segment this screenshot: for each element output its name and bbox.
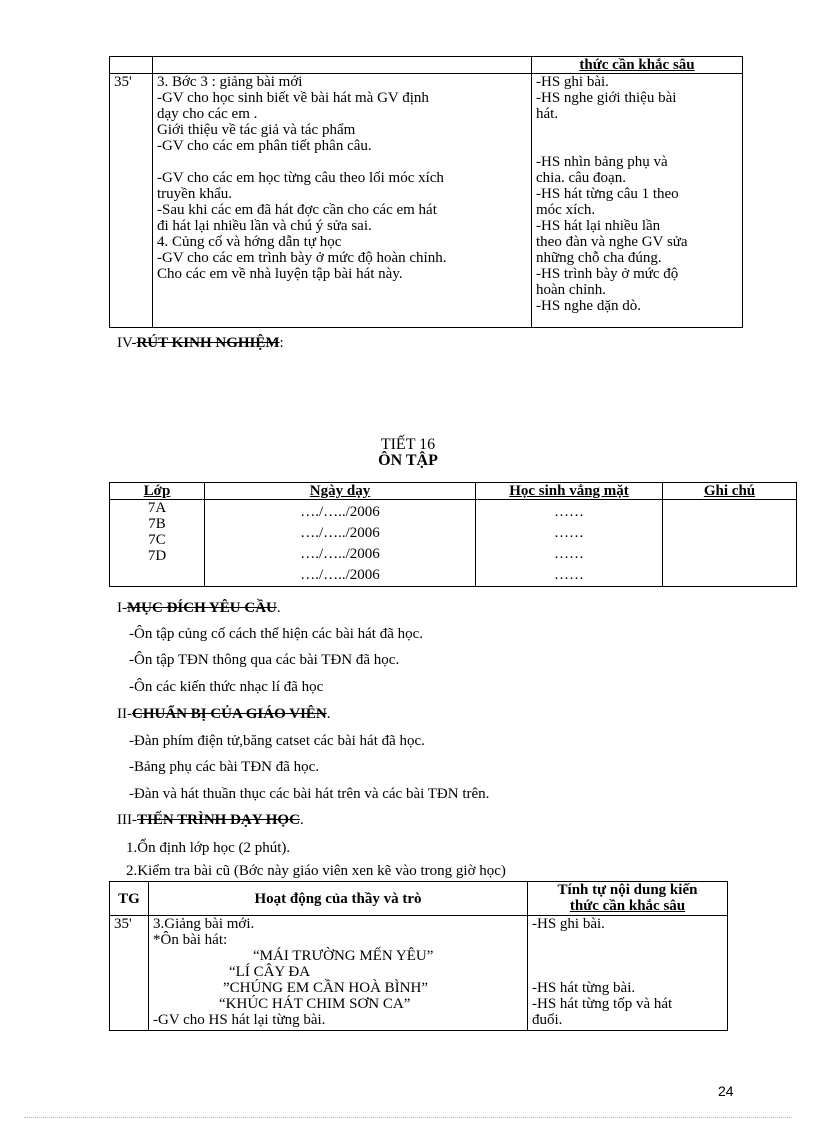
absent-list: …… …… …… …… bbox=[476, 500, 663, 587]
lesson-title: ÔN TẬP bbox=[378, 452, 438, 469]
col-tg: TG bbox=[110, 882, 149, 916]
section-i-heading: I-MỤC ĐÍCH YÊU CẦU. bbox=[117, 600, 281, 616]
date-list: …./…../2006 …./…../2006 …./…../2006 …./…../2006 bbox=[205, 500, 476, 587]
section-iii-item: 1.Ổn định lớp học (2 phút). bbox=[126, 840, 291, 856]
class-list: 7A 7B 7C 7D bbox=[110, 500, 205, 587]
time-cell: 35' bbox=[110, 916, 149, 1031]
section-i-item: -Ôn các kiến thức nhạc lí đã học bbox=[129, 679, 324, 695]
lesson-number: TIẾT 16 bbox=[380, 436, 436, 453]
section-iii-heading: III-TIẾN TRÌNH DẠY HỌC. bbox=[117, 812, 304, 828]
notes-cell: -HS ghi bài. -HS hát từng bài. -HS hát từng tốp và hát đuổi. bbox=[528, 916, 728, 1031]
col-activity: Hoạt động của thầy và trò bbox=[149, 882, 528, 916]
section-iii-item: 2.Kiểm tra bài cũ (Bớc này giáo viên xen kẽ vào trong giờ học) bbox=[126, 863, 506, 879]
header-cell-empty bbox=[110, 57, 153, 74]
col-note: Ghi chú bbox=[663, 483, 797, 500]
activities-cell: 3. Bớc 3 : giảng bài mới -GV cho học sinh biết về bài hát mà GV định dạy cho các em . Giới thiệu về tác giả và tác phẩm -GV cho các em phân tiết phân câu. -GV cho các em học từng câu theo lối móc xích truyền khẩu. -Sau khi các em đã hát đợc cần cho các em hát đi hát lại nhiều lần và chú ý sửa sai. 4. Củng cố và hớng dẫn tự học -GV cho các em trình bày ở mức độ hoàn chỉnh. Cho các em về nhà luyện tập bài hát này. bbox=[153, 74, 532, 328]
activities-cell: 3.Giảng bài mới. *Ôn bài hát: “MÁI TRƯỜNG MẾN YÊU” “LÍ CÂY ĐA ”CHÚNG EM CẦN HOÀ BÌNH” “KHÚC HÁT CHIM SƠN CA” -GV cho HS hát lại từng bài. bbox=[149, 916, 528, 1031]
col-class: Lớp bbox=[110, 483, 205, 500]
class-table bbox=[109, 482, 797, 587]
note-cell bbox=[663, 500, 797, 587]
header-cell-empty bbox=[153, 57, 532, 74]
page-number: 24 bbox=[718, 1083, 734, 1099]
col-date: Ngày dạy bbox=[205, 483, 476, 500]
footer-rule bbox=[24, 1117, 792, 1118]
col-absent: Học sinh vắng mặt bbox=[476, 483, 663, 500]
section-ii-item: -Bảng phụ các bài TĐN đã học. bbox=[129, 759, 320, 775]
time-cell: 35' bbox=[110, 74, 153, 328]
header-knowledge: thức cần khắc sâu bbox=[532, 57, 743, 74]
section-ii-heading: II-CHUẨN BỊ CỦA GIÁO VIÊN. bbox=[117, 706, 331, 722]
notes-cell: -HS ghi bài. -HS nghe giới thiệu bài hát. -HS nhìn bảng phụ và chia. câu đoạn. -HS hát từng câu 1 theo móc xích. -HS hát lại nhiều lần theo đàn và nghe GV sửa những chỗ cha đúng. -HS trình bày ở mức độ hoàn chỉnh. -HS nghe dặn dò. bbox=[532, 74, 743, 328]
section-iv-heading: IV-RÚT KINH NGHIỆM: bbox=[117, 335, 284, 351]
activity-table-top bbox=[109, 56, 743, 328]
col-knowledge: Tính tự nội dung kiến thức cần khắc sâu bbox=[528, 882, 728, 916]
section-i-item: -Ôn tập củng cố cách thể hiện các bài hát đã học. bbox=[129, 626, 424, 642]
section-ii-item: -Đàn phím điện tử,băng catset các bài hát đã học. bbox=[129, 733, 425, 749]
activity-table-bottom bbox=[109, 881, 728, 1031]
section-ii-item: -Đàn và hát thuần thục các bài hát trên và các bài TĐN trên. bbox=[129, 786, 490, 802]
section-i-item: -Ôn tập TĐN thông qua các bài TĐN đã học. bbox=[129, 652, 400, 668]
